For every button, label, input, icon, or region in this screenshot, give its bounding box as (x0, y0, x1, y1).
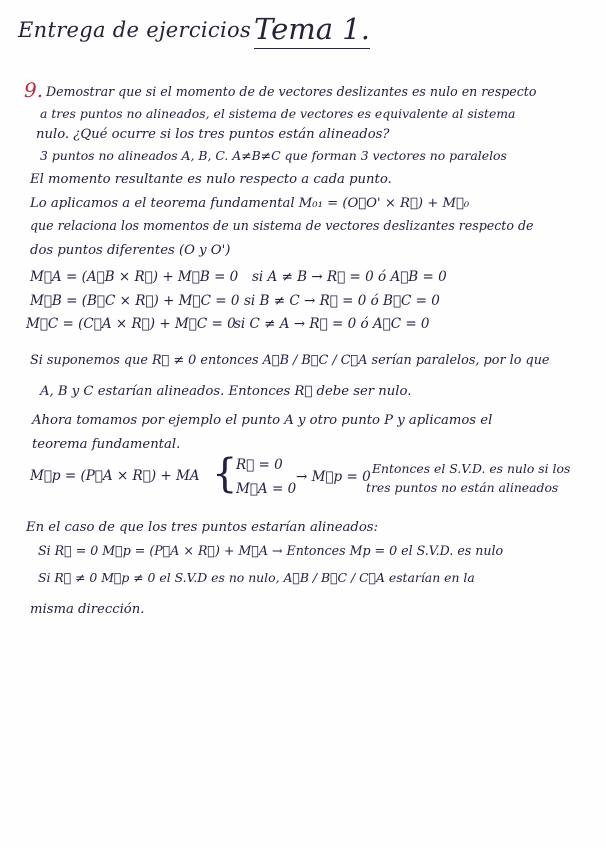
reasoning-line: Ahora tomamos por ejemplo el punto A y otro punto P y aplicamos el (32, 413, 493, 428)
equation-formula: M⃗B = (B⃗C × R⃗) + M⃗C = 0 (30, 293, 240, 309)
aligned-line: Si R⃗ ≠ 0 M⃗p ≠ 0 el S.V.D es no nulo, A⃗B / B⃗C / C⃗A estarían en la (38, 570, 475, 585)
p-conclusion: Entonces el S.V.D. es nulo si los (372, 461, 571, 476)
page-title: Entrega de ejercicios (18, 18, 252, 42)
equation-condition: si C ≠ A → R⃗ = 0 ó A⃗C = 0 (234, 316, 430, 332)
equation-formula: M⃗A = (A⃗B × R⃗) + M⃗B = 0 (30, 269, 239, 285)
topic-title: Tema 1. (254, 12, 370, 49)
intro-line: El momento resultante es nulo respecto a cada punto. (30, 172, 392, 187)
reasoning-line: A, B y C estarían alineados. Entonces R⃗ debe ser nulo. (40, 384, 412, 399)
p-condition-top: R⃗ = 0 (236, 457, 283, 473)
p-condition-bottom: M⃗A = 0 (236, 481, 297, 497)
reasoning-line: Si suponemos que R⃗ ≠ 0 entonces A⃗B / B⃗C / C⃗A serían paralelos, por lo que (30, 353, 550, 368)
intro-line: Lo aplicamos a el teorema fundamental M₀₁ = (O⃗O' × R⃗) + M⃗₀ (30, 196, 470, 211)
p-conclusion: tres puntos no están alineados (366, 480, 559, 495)
statement-line: a tres puntos no alineados, el sistema de vectores es equivalente al sistema (40, 106, 516, 121)
title-row (18, 8, 578, 56)
brace: { (212, 451, 238, 497)
reasoning-line: teorema fundamental. (32, 437, 181, 452)
intro-line: que relaciona los momentos de un sistema de vectores deslizantes respecto de (30, 218, 534, 233)
aligned-line: misma dirección. (30, 602, 145, 617)
statement-line: Demostrar que si el momento de de vectores deslizantes es nulo en respecto (46, 84, 537, 99)
intro-line: dos puntos diferentes (O y O') (30, 243, 231, 258)
aligned-heading: En el caso de que los tres puntos estarían alineados: (26, 520, 379, 535)
equation-condition: si B ≠ C → R⃗ = 0 ó B⃗C = 0 (244, 293, 440, 309)
p-formula: M⃗p = (P⃗A × R⃗) + MA (30, 468, 200, 484)
equation-formula: M⃗C = (C⃗A × R⃗) + M⃗C = 0 (26, 316, 236, 332)
statement-line: nulo. ¿Qué ocurre si los tres puntos están alineados? (36, 127, 390, 142)
equation-condition: si A ≠ B → R⃗ = 0 ó A⃗B = 0 (252, 269, 447, 285)
intro-line: 3 puntos no alineados A, B, C. A≠B≠C que forman 3 vectores no paralelos (40, 148, 507, 163)
p-result: → M⃗p = 0 (296, 469, 371, 485)
exercise-number: 9. (24, 78, 44, 102)
aligned-line: Si R⃗ = 0 M⃗p = (P⃗A × R⃗) + M⃗A → Entonces Mp = 0 el S.V.D. es nulo (38, 543, 504, 558)
